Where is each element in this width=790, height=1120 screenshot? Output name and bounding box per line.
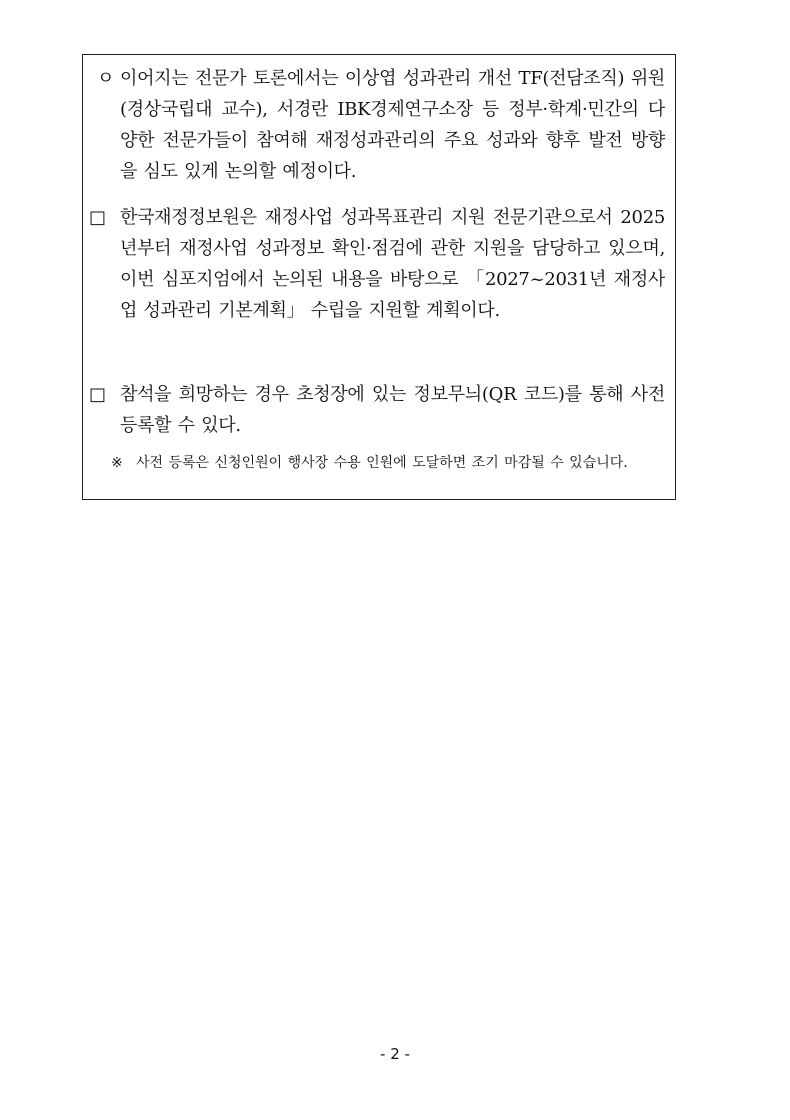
note-text: 사전 등록은 신청인원이 행사장 수용 인원에 도달하면 조기 마감될 수 있습니다. [136, 455, 628, 471]
square-bullet: □ [89, 207, 107, 228]
circle-bullet: ㅇ [97, 68, 115, 89]
paragraph: 참석을 희망하는 경우 초청장에 있는 정보무늬(QR 코드)를 통해 사전 등록할 수 있다. [120, 384, 665, 436]
page-number: - 2 - [380, 1045, 410, 1063]
square-bullet: □ [89, 384, 107, 405]
content-box [82, 54, 676, 500]
paragraph: 이어지는 전문가 토론에서는 이상엽 성과관리 개선 TF(전담조직) 위원(경상국립대 교수), 서경란 IBK경제연구소장 등 정부·학계·민간의 다양한 전문가들이 참여해 재정성과관리의 주요 성과와 향후 발전 방향을 심도 있게 논의할 예정이다. [120, 68, 665, 182]
paragraph: 한국재정정보원은 재정사업 성과목표관리 지원 전문기관으로서 2025년부터 재정사업 성과정보 확인·점검에 관한 지원을 담당하고 있으며, 이번 심포지엄에서 논의된 내용을 바탕으로 「2027~2031년 재정사업 성과관리 기본계획」 수립을 지원할 계획이다. [120, 207, 665, 321]
reference-mark: ※ [111, 455, 123, 471]
